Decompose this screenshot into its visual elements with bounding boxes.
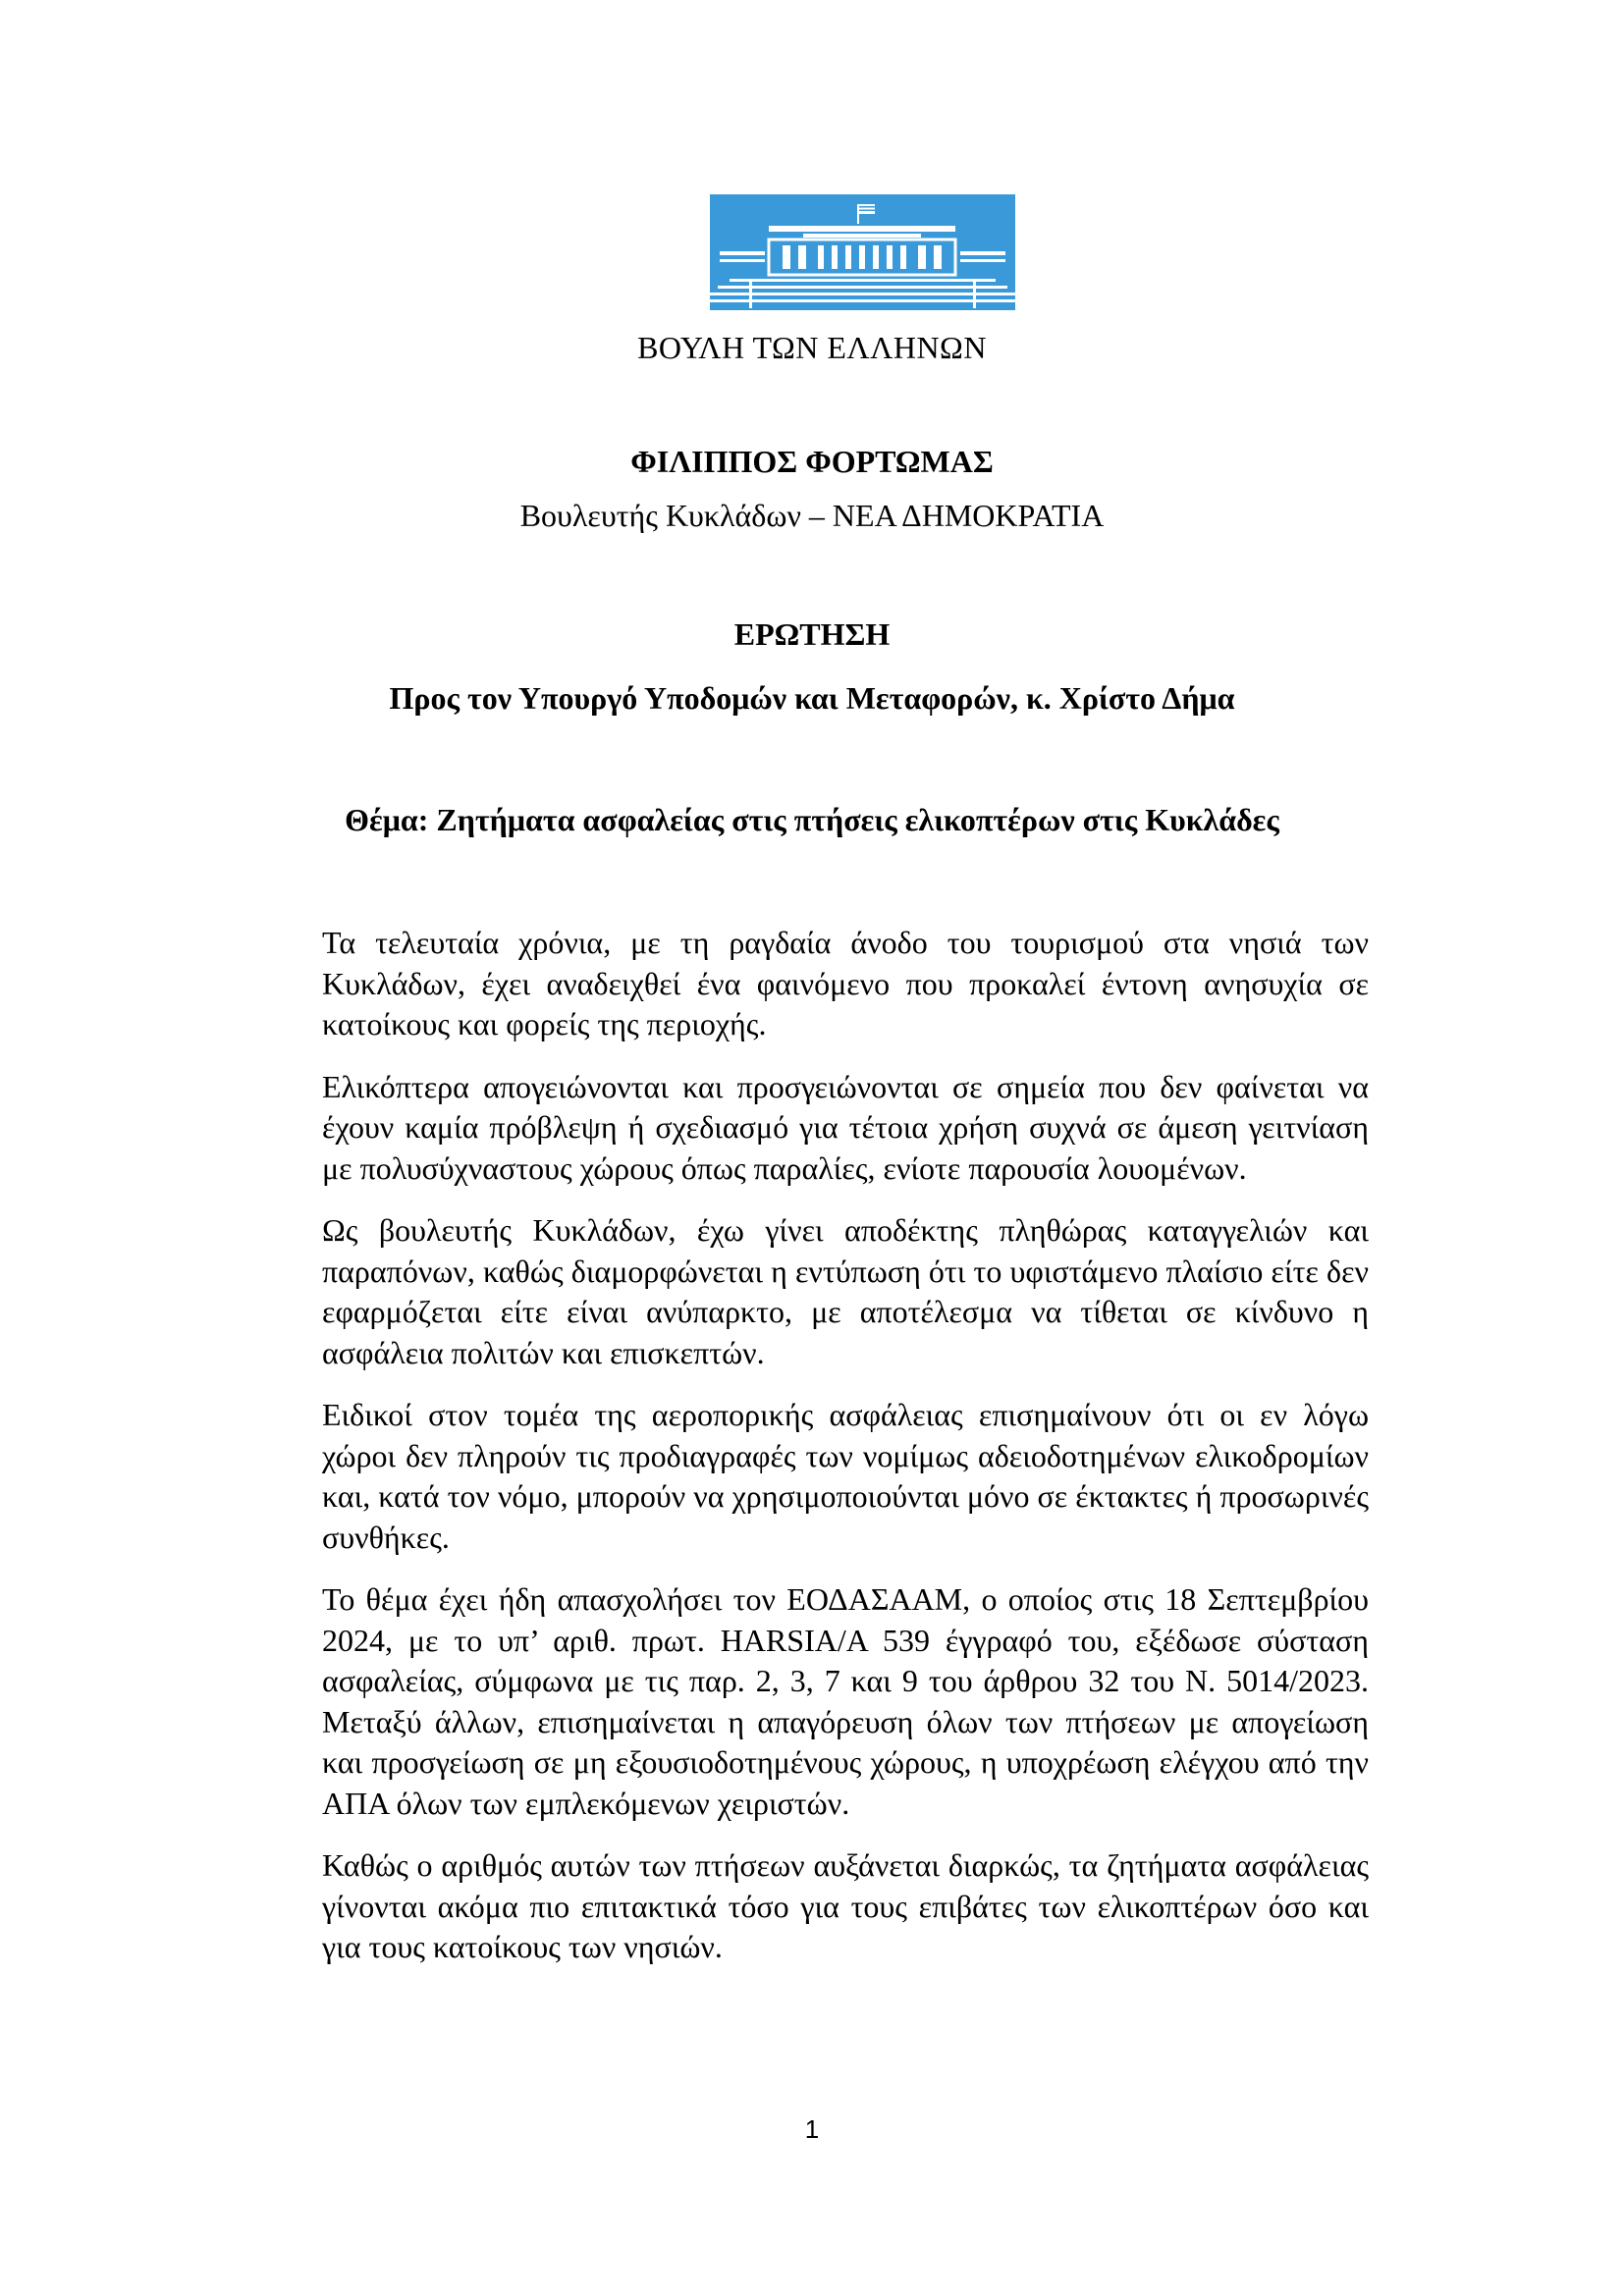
paragraph: Ελικόπτερα απογειώνονται και προσγειώνονται σε σημεία που δεν φαίνεται να έχουν καμία πρόβλεψη ή σχεδιασμό για τέτοια χρήση συχνά σε άμεση γειτνίαση με πολυσύχναστους χώρους όπως παραλίες, ενίοτε παρουσία λουομένων. — [322, 1068, 1369, 1186]
body-text — [322, 923, 1369, 1990]
paragraph: Τα τελευταία χρόνια, με τη ραγδαία άνοδο του τουρισμού στα νησιά των Κυκλάδων, έχει αναδειχθεί ένα φαινόμενο που προκαλεί έντονη ανησυχία σε κατοίκους και φορείς της περιοχής. — [322, 925, 1369, 1041]
document-type-heading: ΕΡΩΤΗΣΗ — [733, 616, 891, 652]
addressee-line: Προς τον Υπουργό Υποδομών και Μεταφορών, κ. Χρίστο Δήμα — [389, 680, 1235, 716]
paragraph: Ειδικοί στον τομέα της αεροπορικής ασφάλειας επισημαίνουν ότι οι εν λόγω χώροι δεν πληρούν τις προδιαγραφές των νομίμως αδειοδοτημένων ελικοδρομίων και, κατά τον νόμο, μπορούν να χρησιμοποιούνται μόνο σε έκτακτες ή προσωρινές συνθήκες. — [322, 1397, 1369, 1555]
paragraph: Ως βουλευτής Κυκλάδων, έχω γίνει αποδέκτης πληθώρας καταγγελιών και παραπόνων, καθώς διαμορφώνεται η εντύπωση ότι το υφιστάμενο πλαίσιο είτε δεν εφαρμόζεται είτε είναι ανύπαρκτο, με αποτέλεσμα να τίθεται σε κίνδυνο η ασφάλεια πολιτών και επισκεπτών. — [322, 1212, 1369, 1370]
page-number: 1 — [804, 2114, 820, 2144]
subject-line: Θέμα: Ζητήματα ασφαλείας στις πτήσεις ελικοπτέρων στις Κυκλάδες — [345, 802, 1279, 837]
parliament-logo-icon — [710, 194, 1015, 310]
paragraph: Καθώς ο αριθμός αυτών των πτήσεων αυξάνεται διαρκώς, τα ζητήματα ασφάλειας γίνονται ακόμα πιο επιτακτικά τόσο για τους επιβάτες των ελικοπτέρων όσο και για τους κατοίκους των νησιών. — [322, 1847, 1369, 1964]
parliament-name: ΒΟΥΛΗ ΤΩΝ ΕΛΛΗΝΩΝ — [637, 330, 987, 365]
mp-role: Βουλευτής Κυκλάδων – ΝΕΑ ΔΗΜΟΚΡΑΤΙΑ — [519, 498, 1105, 533]
paragraph: Το θέμα έχει ήδη απασχολήσει τον ΕΟΔΑΣΑΑΜ, ο οποίος στις 18 Σεπτεμβρίου 2024, με το υπ’ αριθ. πρωτ. HARSIA/A 539 έγγραφό του, εξέδωσε σύσταση ασφαλείας, σύμφωνα με τις παρ. 2, 3, 7 και 9 του άρθρου 32 του Ν. 5014/2023. Μεταξύ άλλων, επισημαίνεται η απαγόρευση όλων των πτήσεων με απογείωση και προσγείωση σε μη εξουσιοδοτημένους χώρους, η υποχρέωση ελέγχου από την ΑΠΑ όλων των εμπλεκόμενων χειριστών. — [322, 1581, 1369, 1821]
mp-name: ΦΙΛΙΠΠΟΣ ΦΟΡΤΩΜΑΣ — [630, 444, 994, 479]
